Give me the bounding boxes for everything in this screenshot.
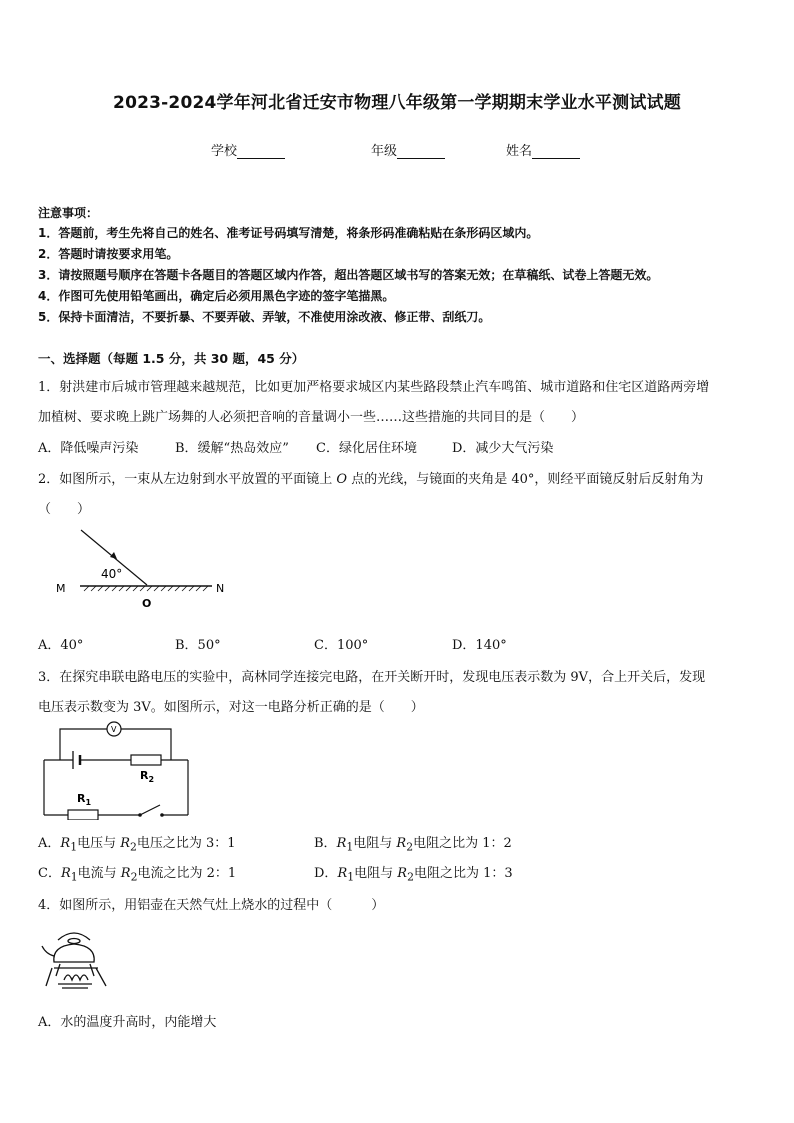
mirror-m-label: M	[56, 582, 66, 595]
q3-circuit-figure	[40, 718, 200, 820]
grade-label: 年级	[371, 144, 398, 159]
notice-heading: 注意事项：	[38, 206, 99, 220]
q2-line2: （ ）	[38, 502, 91, 517]
r2-label: $R_2$	[140, 769, 155, 784]
q4-line1: 4．如图所示，用铝壶在天然气灶上烧水的过程中（ ）	[38, 898, 385, 913]
name-blank	[532, 146, 580, 159]
q2-line1-b: 点的光线，与镜面的夹角是 40°，则经平面镜反射后反射角为	[347, 472, 704, 487]
notice-item-1: 1．答题前，考生先将自己的姓名、准考证号码填写清楚，将条形码准确粘贴在条形码区域内。	[38, 226, 539, 240]
notice-item-3: 3．请按照题号顺序在答题卡各题目的答题区域内作答，超出答题区域书写的答案无效；在草稿纸、试卷上答题无效。	[38, 268, 659, 282]
kettle-body-icon	[54, 944, 94, 962]
q3-option-c: C．$R_1$电流与 $R_2$电流之比为 2：1	[38, 866, 237, 884]
voltmeter-label: V	[111, 725, 117, 734]
q2-option-d: D．140°	[452, 638, 507, 653]
switch-contact	[160, 813, 164, 817]
mirror-n-label: N	[216, 582, 225, 595]
angle-label: 40°	[101, 567, 123, 581]
q3-option-a: A．$R_1$电压与 $R_2$电压之比为 3：1	[38, 836, 236, 854]
notice-item-5: 5．保持卡面清洁，不要折暴、不要弄破、弄皱，不准使用涂改液、修正带、刮纸刀。	[38, 310, 491, 324]
notice-item-4: 4．作图可先使用铅笔画出，确定后必须用黑色字迹的签字笔描黑。	[38, 289, 395, 303]
q2-mirror-figure	[50, 526, 240, 614]
grade-field	[371, 140, 445, 159]
school-field	[211, 140, 285, 159]
kettle-on-stove-figure	[40, 924, 120, 998]
q1-option-c: C．绿化居住环境	[316, 441, 417, 456]
name-field	[506, 140, 580, 159]
name-label: 姓名	[506, 144, 533, 159]
q4-option-a: A．水的温度升高时，内能增大	[38, 1015, 217, 1030]
q2-option-a: A．40°	[38, 638, 84, 653]
q3-line1: 3．在探究串联电路电压的实验中，高林同学连接完电路，在开关断开时，发现电压表示数为 9V，合上开关后，发现	[38, 670, 706, 685]
point-o-label: O	[142, 597, 152, 610]
flame-icon	[64, 975, 88, 980]
q1-line1: 1．射洪建市后城市管理越来越规范，比如更加严格要求城区内某些路段禁止汽车鸣笛、城市道路和住宅区道路两旁增	[38, 380, 710, 395]
school-blank	[237, 146, 285, 159]
switch-icon	[140, 805, 160, 815]
q3-line2: 电压表示数变为 3V。如图所示，对这一电路分析正确的是（ ）	[38, 700, 424, 715]
q3-option-d: D．$R_1$电阻与 $R_2$电阻之比为 1：3	[314, 866, 513, 884]
q2-option-b: B．50°	[175, 638, 221, 653]
section-heading: 一、选择题（每题 1.5 分，共 30 题，45 分）	[38, 351, 305, 366]
q2-line1-a: 2．如图所示，一束从左边射到水平放置的平面镜上	[38, 472, 337, 487]
notice-item-2: 2．答题时请按要求用笔。	[38, 247, 179, 261]
grade-blank	[397, 146, 445, 159]
q1-option-d: D．减少大气污染	[452, 441, 554, 456]
kettle-spout-icon	[42, 946, 54, 956]
school-label: 学校	[211, 144, 238, 159]
resistor-r1-icon	[68, 810, 98, 820]
burner-icon	[58, 984, 92, 988]
q2-line1	[38, 468, 703, 487]
q1-option-b: B．缓解“热岛效应”	[175, 441, 289, 456]
q3-option-b: B．$R_1$电阻与 $R_2$电阻之比为 1：2	[314, 836, 512, 854]
kettle-lid-icon	[68, 939, 80, 944]
resistor-r2-icon	[131, 755, 161, 765]
q1-option-a: A．降低噪声污染	[38, 441, 139, 456]
page-title: 2023-2024学年河北省迁安市物理八年级第一学期期末学业水平测试试题	[113, 93, 681, 113]
q2-option-c: C．100°	[314, 638, 369, 653]
voltmeter-wire-left	[60, 729, 107, 760]
switch-pivot	[138, 813, 142, 817]
q2-point-o: O	[336, 472, 348, 487]
q1-line2: 加植树、要求晚上跳广场舞的人必须把音响的音量调小一些……这些措施的共同目的是（ ）	[38, 410, 585, 425]
r1-label: $R_1$	[77, 792, 92, 807]
